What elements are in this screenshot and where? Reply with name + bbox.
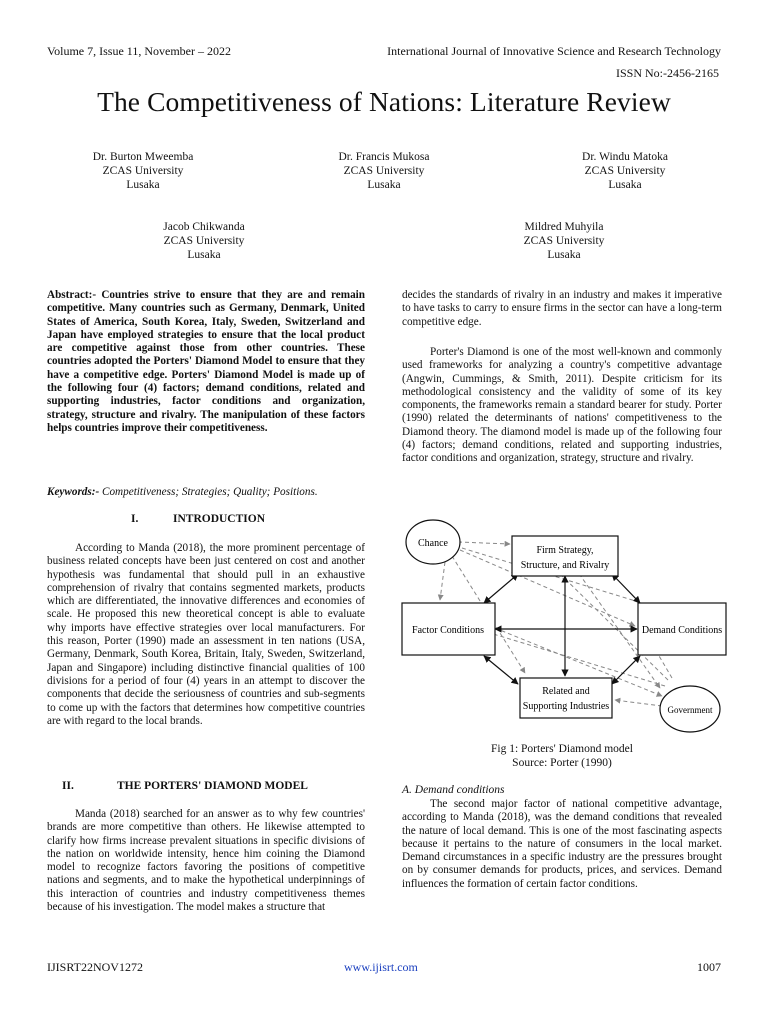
firm-strategy-label-2: Structure, and Rivalry (520, 560, 610, 571)
author-affiliation: ZCAS University (523, 235, 605, 247)
keywords (47, 486, 365, 499)
government-label: Government (667, 705, 713, 715)
author-name: Mildred Muhyila (524, 221, 604, 233)
related-industries-label-1: Related and (542, 686, 590, 697)
intro-paragraph (47, 542, 365, 728)
right-paragraph-1 (402, 289, 722, 329)
keywords-text: Competitiveness; Strategies; Quality; Positions. (102, 486, 318, 498)
footer-code: IJISRT22NOV1272 (47, 960, 143, 974)
author-block (464, 220, 664, 262)
factor-conditions-label: Factor Conditions (412, 625, 484, 636)
page-title: The Competitiveness of Nations: Literature Review (97, 86, 671, 117)
chance-label: Chance (418, 538, 448, 549)
author-block (284, 150, 484, 192)
author-name: Dr. Windu Matoka (582, 151, 668, 163)
demand-text: The second major factor of national competitive advantage, according to Manda (2018), was the demand conditions that revealed the nature of local demand. This is one of the most fascinating aspects because it pertains to the nature of consumers in the local market. Demand circumstances in a specific industry are the pressures brought on by consumer demands for products, prices, and services. Demand influences the formation of certain factor conditions. (402, 798, 722, 890)
author-city: Lusaka (608, 179, 642, 191)
abstract-label: Abstract:- (47, 289, 97, 301)
related-industries-node (520, 678, 612, 718)
demand-paragraph (402, 798, 722, 891)
author-affiliation: ZCAS University (102, 165, 184, 177)
author-block (43, 150, 243, 192)
section-heading: INTRODUCTION (173, 513, 266, 525)
author-city: Lusaka (367, 179, 401, 191)
author-city: Lusaka (547, 249, 581, 261)
subsection-heading: A. Demand conditions (402, 784, 505, 796)
header-volume: Volume 7, Issue 11, November – 2022 (47, 44, 231, 58)
intro-text: According to Manda (2018), the more prominent percentage of business related concepts have been just centered on cost and another hypothesis was fundamental that should pull in an exhaustive comprehension of rivalry that contains segmented markets, products which are differentiated, the innovative differences and economies of scale. He proposed this new theoretical concept is able to evaluate why imports have effective strategies over local manufacturers. For this reason, Porter (1990) made an assessment in ten nations (USA, Germany, Denmark, South Korea, Britain, Italy, Sweden, Switzerland, Japan and Singapore) including distinctive financial qualities of 100 divisions for a period of four (4) years in an attempt to discover the components that decide the seriousness of countries and sub-segments to come up with the factors that determines how competitive countries are with regard to the local brands. (47, 542, 365, 727)
demand-conditions-label: Demand Conditions (641, 625, 723, 636)
footer-page-number: 1007 (697, 960, 721, 974)
author-block (104, 220, 304, 262)
abstract-text: Countries strive to ensure that they are and remain competitive. Many countries such as Germany, Denmark, United States of America, South Korea, Italy, Sweden, Switzerland and Japan have employed strategies to ensure that the local product are competitive against those from other countries. These countries adopted the Porters' Diamond Model to ensure that they have a competitive edge. Porters' Diamond Model is made up of the following four (4) factors; demand conditions, related and supporting industries, factor conditions and organization, strategy, structure and rivalry. The manipulation of these factors helps countries improve their competitiveness. (47, 289, 365, 434)
right-text-2: Porter's Diamond is one of the most well-known and commonly used frameworks for analyzing a country's competitive advantage (Angwin, Cummings, & Smith, 2011). Despite criticism for its methodological consistency and the validity of some of its key components, the frameworks remain a standard bearer for study. Porter (1990) related the determinants of nations' competitiveness to the Diamond theory. The diamond model is made up of the following four (4) factors; demand conditions, related and supporting industries, factor conditions and organization, strategy, structure and rivalry. (402, 346, 722, 465)
firm-strategy-label-1: Firm Strategy, (536, 545, 594, 556)
abstract (47, 289, 365, 435)
author-affiliation: ZCAS University (343, 165, 425, 177)
author-block (525, 150, 725, 192)
section-number: II. (62, 780, 74, 792)
footer-url-link[interactable]: www.ijisrt.com (344, 960, 418, 974)
author-city: Lusaka (187, 249, 221, 261)
author-name: Jacob Chikwanda (163, 221, 245, 233)
section-number: I. (131, 513, 139, 525)
author-affiliation: ZCAS University (163, 235, 245, 247)
related-industries-label-2: Supporting Industries (522, 701, 610, 712)
author-affiliation: ZCAS University (584, 165, 666, 177)
right-paragraph-2 (402, 346, 722, 466)
author-name: Dr. Burton Mweemba (92, 151, 194, 163)
header-journal: International Journal of Innovative Science and Research Technology (387, 44, 721, 58)
figure-caption: Fig 1: Porters' Diamond model (491, 743, 633, 755)
diamond-paragraph (47, 808, 365, 914)
figure-source: Source: Porter (1990) (512, 757, 612, 769)
porter-diamond-figure (400, 508, 730, 738)
section-heading: THE PORTERS' DIAMOND MODEL (117, 780, 308, 792)
diamond-text: Manda (2018) searched for an answer as to why few countries' brands are more competitive than others. He likewise attempted to clarify how firms increase prevalent situations in specific divisions of the nation on worldwide intensity, hence him coining the Diamond model to recognize factors favoring the positions of competitive nations and segments, and to make the hypothetical underpinnings of this interaction of countries and industry competitiveness themes because of his investigation. The model makes a structure that (47, 808, 365, 914)
keywords-label: Keywords:- (47, 486, 100, 498)
author-city: Lusaka (126, 179, 160, 191)
right-text-1: decides the standards of rivalry in an industry and makes it imperative to have tasks to carry to ensure firms in the sector can have a long-term competitive edge. (402, 289, 722, 328)
header-issn: ISSN No:-2456-2165 (615, 66, 719, 80)
author-name: Dr. Francis Mukosa (338, 151, 430, 163)
solid-relationship-arrows (484, 574, 640, 684)
